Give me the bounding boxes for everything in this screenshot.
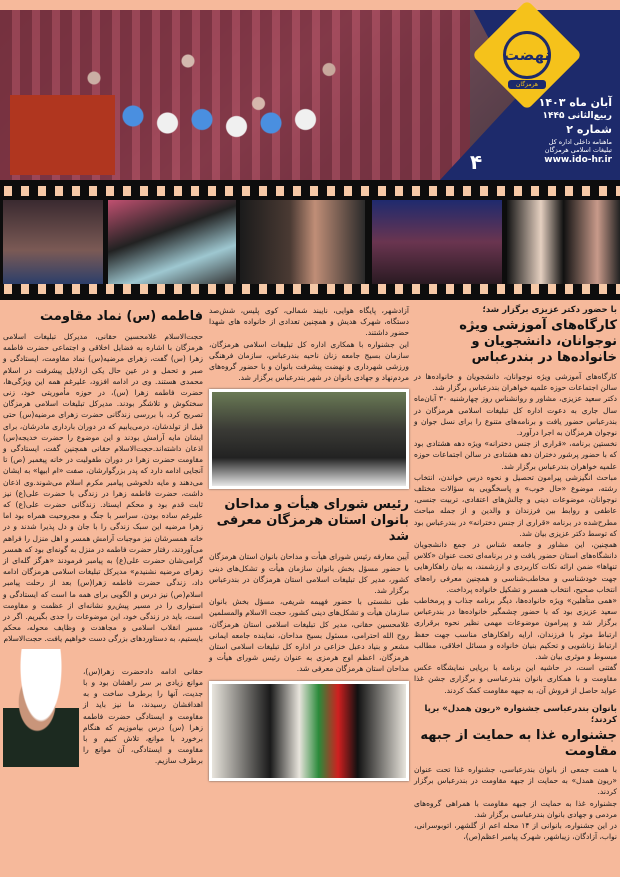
right-column [414,305,617,875]
speaker-portrait [3,649,79,767]
gallery-photo [240,200,365,284]
article-kicker: بانوان بندرعباسی جشنواره «ریون همدل» برپا کردند؛ [424,703,617,725]
article-headline: فاطمه (س) نماد مقاومت [40,309,203,324]
gallery-photo [372,200,502,284]
article-headline: کارگاه‌های آموزشی ویژه نوجوانان، دانشجویان و خانواده‌ها در بندرعباس [459,318,617,365]
gallery-photo [507,200,620,284]
page-number: ۴ [470,150,483,174]
article-body: کارگاه‌های آموزشی ویژه نوجوانان، دانشجویان و خانواده‌ها در سالن اجتماعات حوزه علمیه خواهران بندرعباس برگزار شد. دکتر سعید عزیزی، مشاور و روانشناس روز چهارشنبه ۳۰ آبان‌ماه سال جاری به دعوت اداره کل تبلیغات اسلامی هرمزگان در بندرعباس حضور یافت و برنامه‌های متنوع را برای نسل جوان و نوجوان هرمزگان به اجرا درآورد. نخستین برنامه، «قراری از جنس دخترانه» ویژه دهه هشتادی بود که با حضور پرشور دختران دهه هشتادی در سالن اجتماعات حوزه علمیه خواهران بندرعباس برگزار شد. مباحث انگیزشی پیرامون تحصیل و نحوه درس خواندن، انتخاب رشته، موضوع «حال خوب» و پاسخگویی به سؤالات مختلف نوجوانان، موضوعات دینی و چالش‌های اعتقادی، تربیت جنسی، عاطفی و روابط بین فرزندان و والدین و از جمله مباحث مطرح‌شده در برنامه «قراری از جنس دخترانه» در بندرعباس بود که توسط دکتر عزیزی بیان شد. همچنین، این مشاور و جامعه شناس در جمع دانشجویان دانشگاه‌های استان حضور یافت و در برنامه‌ای تحت عنوان «کلاس تنهاها» ضمن ارائه نکات کاربردی و ارزشمند، به بیان راهکارهایی جهت خودشناسی و مخاطب‌شناسی و همچنین معرفی راه‌های انتخاب صحیح، انتخاب همسر و تشکیل خانواده پرداخت. «همی متأهلین» ویژه خانواده‌ها، دیگر برنامه جذاب و پرمخاطب سعید عزیزی بود که با حضور چشمگیر خانواده‌ها در بندرعباس برگزار شد و پیرامون موضوعات مهمی نظیر نحوه برقراری ارتباط موثر با فرزندان، ارایه راهکارهای مناسب جهت حفظ ارتباط زناشویی و تحکیم بنیان خانواده و مسائل اخلاقی، مطالب مبسوط و موثری بیان شد. گفتنی است، در حاشیه این برنامه با برپایی نمایشگاه عکس مقاومت و با همکاری بانوان بندرعباسی و برگزاری جشن غذا عواید حاصل از فروش آن، به جبهه مقاومت کمک کردند. [414,372,617,695]
issue-date: آبان ماه ۱۴۰۳ [538,96,612,109]
article-headline: رئیس شورای هیأت و مداحان بانوان استان هرمزگان معرفی شد [216,497,409,545]
food-festival-photo [209,389,409,489]
balloons [110,95,340,165]
logo-emblem: نهضت [503,31,551,79]
article-headline: جشنواره غذا به حمایت از جبهه مقاومت [420,727,617,759]
article-fatima [3,305,203,875]
hijri-date: ربیع‌الثانی ۱۴۴۵ [542,111,612,121]
middle-column [209,305,409,875]
portrait-row [3,649,203,767]
article-body: با همت جمعی از بانوان بندرعباسی، جشنواره غذا تحت عنوان «ریون همدل» به حمایت از جبهه مقاومت در بندرعباس برگزار کردند. جشنواره غذا به حمایت از جبهه مقاومت با همراهی گروه‌های مردمی و جهادی بانوان بندرعباسی برگزار شد. در این جشنواره، بانوانی از ۱۴ محله اعم از گلشهر، اتوبوسرانی، نواب، آزادگان، زیباشهر، شهرک پیامبر اعظم(ص)، [414,764,618,842]
article-body: آزادشهر، پایگاه هوایی، نایبند شمالی، کوی پلیس، شش‌صد دستگاه، شهرک هدیش و همچنین تعدادی از خانواده های شهدا حضور داشتند. این جشنواره با همکاری اداره کل تبلیغات اسلامی هرمزگان، سازمان بسیج جامعه زنان ناحیه بندرعباس، سازمان فرهنگی ورزشی شهرداری و نهضت پیشرفت بانوان و با حضور گروه‌های مردم‌نهاد و جهادی بانوان در شهر بندرعباس برگزار شد. [209,306,409,383]
council-meeting-photo [209,681,409,781]
article-body: حقانی ادامه دادحضرت زهرا(س)، موانع زیادی بر سر راهشان بود و با جدیت، آنها را برطرف ساخت و به اهدافشان رسیدند، ما نیز باید از مقاومت و ایستادگی حضرت فاطمه زهرا (س) درس بیاموزیم که هنگام برخورد با موانع، تلاش کنیم و با مقاومت و ایستادگی، آن موانع را برطرف سازیم. [83,666,203,766]
article-body: حجت‌الاسلام غلامحسین حقانی، مدیرکل تبلیغات اسلامی هرمزگان با اشاره به فضایل اخلاقی و اجتماعی حضرت فاطمه زهرا (س) گفت، زهرای مرضیه(س) نماد مقاومت، ایستادگی و صبر و تحمل و در عین حال یکی ازدلایل پیشرفت در اسلام محمدی هستند. وی در ادامه افزود، علیرغم همه این ویژگی‌ها، حضرت فاطمه زهرا (س)، در حوزه مأموریتی خود، زنی سختکوش و تلاشگر بودند. مدیرکل تبلیغات اسلامی هرمزگان تصریح کرد، با بررسی زندگانی حضرت زهرای مرضیه(س) حتی قبل از تولدشان، درمی‌یابیم که در دوران بارداری مادرشان، برای ایشان مایه آرامش بودند و این موضوع را حضرت خدیجه(س) اذعان داشته‌اند.حجت‌الاسلام حقانی همچنین گفت، ایستادگی و مقاومت حضرت زهرا در دوران طفولیت در خانه پیغمبر (ص) تا آنجایی ادامه دارد که پدر بزرگوارشان، صفت «ام ابیها» به ایشان می‌دهند و مایه دلخوشی پیامبر مکرم اسلام می‌شوند.وی اذعان داشت، حضرت فاطمه زهرا در زندگی با حضرت علی(ع) نیز ثابت قدم بود و محکم ایستاد. زندگانی حضرت علی(ع) که علیرغم ساده بودن، سراسر با جنگ و مجروحیت همراه بود اما زهرا مرضیه این سبک زندگی را با جان و دل پذیرا شدند و در خانه همسرشان نیز موجبات آرامش همسر و اهل منزل را فراهم می‌آوردند، رفتار حضرت فاطمه در منزل به گونه‌ای بود که همسر گرامی‌شان حضرت علی(ع) به پیامبر فرمودند «هرگز گله‌ای از زهرای مرضیه نشنیدم» مدیرکل تبلیغات اسلامی هرمزگان ادامه داد، زندگی حضرت فاطمه زهرا(س) بعد از رحلت پیامبر اسلام(ص) نیز درس و الگویی برای همه ما است که ایستادگی و استواری را در مسیر پیش‌رو نشانه‌ای از عظمت و مقاومت است، باید در زندگی خود، این موضوعات را جدی بگیریم. اگر در مسیر انقلاب اسلامی و مجاهدت و وظایف محوله، محکم بایستیم، به دستاوردهای بزرگی دست خواهیم یافت. حجت‌الاسلام [3,332,203,644]
publisher-line: تبلیغات اسلامی هرمزگان [544,146,612,154]
film-strip-gallery [0,180,620,300]
article-food-festival [414,704,617,842]
article-workshops [414,305,617,696]
article-body: آیین معارفه رئیس شورای هیأت و مداحان بانوان استان هرمزگان با حضور مسؤل بخش بانوان سازمان هیأت و تشکل‌های دینی کشور، مدیر کل تبلیغات اسلامی استان هرمزگان در بندرعباس برگزار شد. طی نشستی با حضور فهیمه شریفی، مسؤل بخش بانوان سازمان هیأت و تشکل‌های دینی کشور، حجت الاسلام والمسلمین غلامحسین حقانی، مدیر کل تبلیغات اسلامی استان هرمزگان، روح الله احترامی، مسئول بسیج مداحان، نماینده جامعه ایمانی مشعر و بنیاد دعبل خزاعی در اداره کل تبلیغات اسلامی استان هرمزگان، اعظم اوج هرمزی به عنوان رئیس شورای هیأت و مداحان استان هرمزگان معرفی شد. [209,552,409,674]
gallery-photo [108,200,236,284]
website-link[interactable]: www.ido-hr.ir [544,155,612,165]
article-council-head [209,497,409,674]
podium [10,95,115,175]
sprocket-holes [4,186,620,196]
sprocket-holes [4,284,620,294]
issue-number: شماره ۲ [566,123,612,136]
publisher-line: ماهنامه داخلی اداره کل [548,138,612,146]
gallery-photo [3,200,103,284]
logo-tag: هرمزگان [508,80,546,89]
article-kicker: با حضور دکتر عزیزی برگزار شد؛ [482,305,617,315]
